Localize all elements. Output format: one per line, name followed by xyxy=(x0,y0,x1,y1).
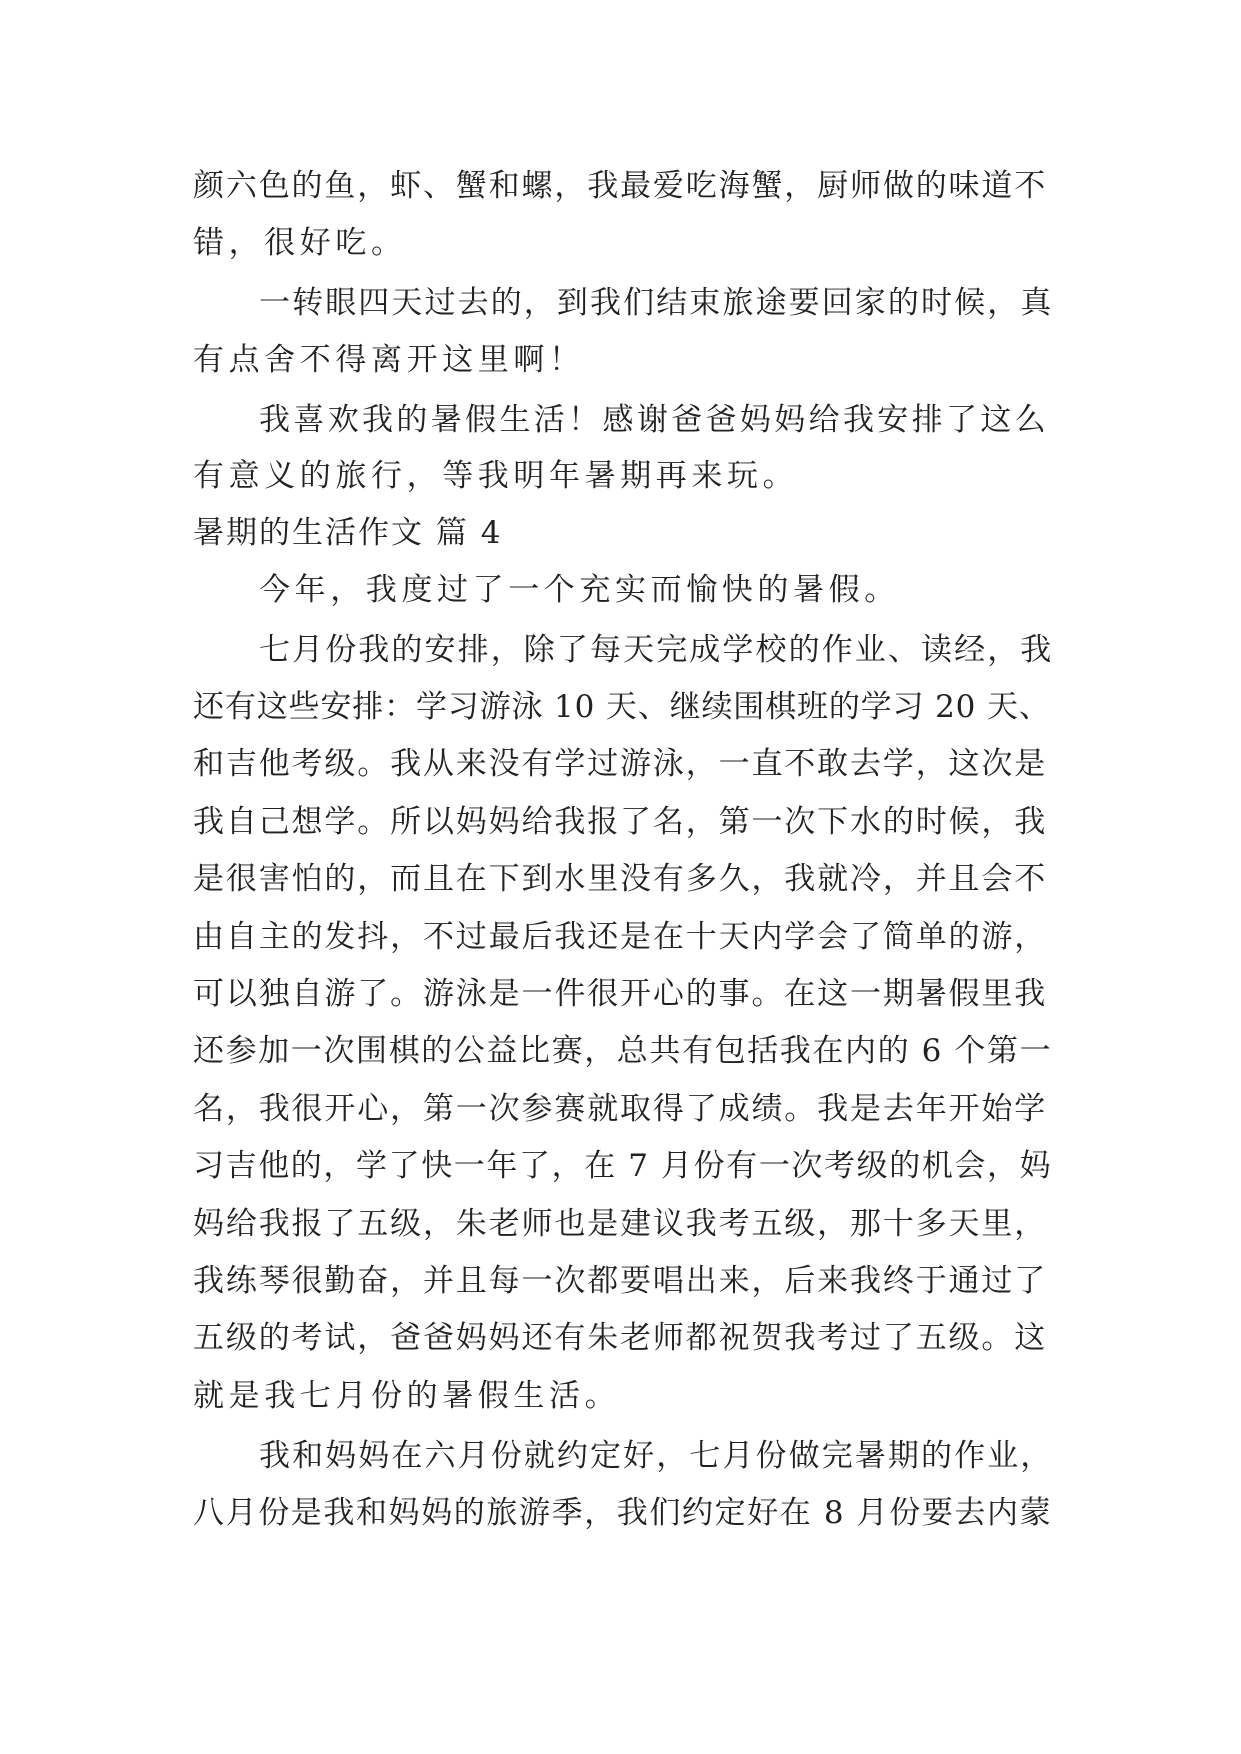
text-line: 五级的考试，爸爸妈妈还有朱老师都祝贺我考过了五级。这 xyxy=(193,1320,1048,1356)
text-line: 颜六色的鱼，虾、蟹和螺，我最爱吃海蟹，厨师做的味道不 xyxy=(193,168,1048,204)
text-line: 名，我很开心，第一次参赛就取得了成绩。我是去年开始学 xyxy=(193,1091,1048,1127)
text-line: 习吉他的，学了快一年了，在 7 月份有一次考级的机会，妈 xyxy=(193,1148,1053,1184)
text-line: 就是我七月份的暑假生活。 xyxy=(193,1378,621,1414)
text-line: 有意义的旅行，等我明年暑期再来玩。 xyxy=(193,458,799,494)
text-line: 八月份是我和妈妈的旅游季，我们约定好在 8 月份要去内蒙 xyxy=(193,1495,1053,1531)
text-line: 和吉他考级。我从来没有学过游泳，一直不敢去学，这次是 xyxy=(193,746,1048,782)
text-line: 可以独自游了。游泳是一件很开心的事。在这一期暑假里我 xyxy=(193,976,1048,1012)
paragraph-first-line: 今年，我度过了一个充实而愉快的暑假。 xyxy=(259,572,900,608)
text-line: 有点舍不得离开这里啊！ xyxy=(193,342,585,378)
text-line: 还有这些安排：学习游泳 10 天、继续围棋班的学习 20 天、 xyxy=(193,689,1051,725)
paragraph-first-line: 我和妈妈在六月份就约定好，七月份做完暑期的作业， xyxy=(259,1438,1054,1474)
section-heading: 暑期的生活作文 篇 4 xyxy=(193,515,503,551)
paragraph-first-line: 七月份我的安排，除了每天完成学校的作业、读经，我 xyxy=(259,632,1054,668)
paragraph-first-line: 我喜欢我的暑假生活！感谢爸爸妈妈给我安排了这么 xyxy=(259,402,1050,438)
paragraph-first-line: 一转眼四天过去的，到我们结束旅途要回家的时候，真 xyxy=(259,285,1054,321)
text-line: 由自主的发抖，不过最后我还是在十天内学会了简单的游， xyxy=(193,919,1048,955)
text-line: 我练琴很勤奋，并且每一次都要唱出来，后来我终于通过了 xyxy=(193,1263,1048,1299)
text-line: 还参加一次围棋的公益比赛，总共有包括我在内的 6 个第一 xyxy=(193,1033,1053,1069)
text-line: 错，很好吃。 xyxy=(193,225,407,261)
text-line: 我自己想学。所以妈妈给我报了名，第一次下水的时候，我 xyxy=(193,804,1048,840)
text-line: 是很害怕的，而且在下到水里没有多久，我就冷，并且会不 xyxy=(193,861,1048,897)
text-line: 妈给我报了五级，朱老师也是建议我考五级，那十多天里， xyxy=(193,1206,1048,1242)
